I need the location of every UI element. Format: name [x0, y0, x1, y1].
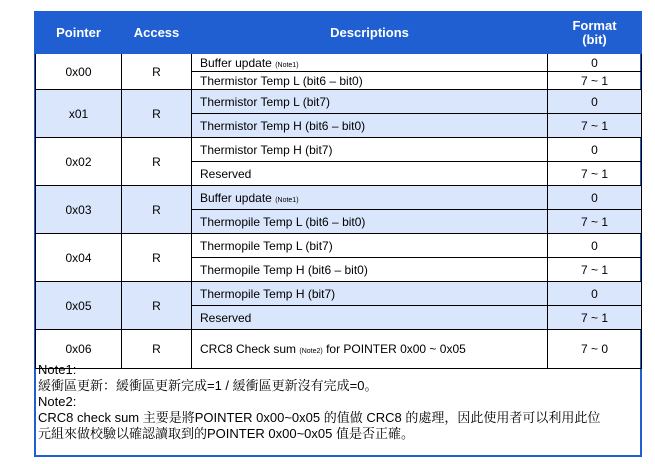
format-cell: 7 ~ 0 — [548, 330, 642, 369]
table-row — [36, 54, 642, 72]
notes-section — [38, 362, 638, 442]
note-ref: (Note2) — [299, 348, 323, 355]
description-cell: Thermopile Temp H (bit7) — [192, 282, 548, 306]
header-format-line2: (bit) — [582, 32, 607, 47]
table-row — [36, 282, 642, 306]
register-table — [35, 12, 642, 369]
note-ref: (Note1) — [275, 61, 299, 69]
note2-title: Note2: — [38, 394, 77, 409]
description-text: Buffer update — [200, 190, 272, 205]
format-cell: 0 — [548, 186, 642, 210]
pointer-cell: 0x03 — [36, 186, 122, 234]
access-cell: R — [122, 54, 192, 90]
description-text: CRC8 Check sum — [200, 342, 297, 356]
format-cell: 7 ~ 1 — [548, 210, 642, 234]
table-row — [36, 90, 642, 114]
access-cell: R — [122, 234, 192, 282]
header-format — [548, 13, 642, 54]
header-row — [36, 13, 642, 54]
format-cell: 7 ~ 1 — [548, 162, 642, 186]
pointer-cell: x01 — [36, 90, 122, 138]
pointer-cell: 0x06 — [36, 330, 122, 369]
format-cell: 7 ~ 1 — [548, 258, 642, 282]
note1-title: Note1: — [38, 362, 77, 377]
note-ref: (Note1) — [275, 196, 299, 204]
description-cell: Thermopile Temp L (bit6 – bit0) — [192, 210, 548, 234]
description-cell: Thermistor Temp L (bit6 – bit0) — [192, 72, 548, 90]
format-cell: 0 — [548, 90, 642, 114]
pointer-cell: 0x04 — [36, 234, 122, 282]
header-access: Access — [122, 13, 192, 54]
access-cell: R — [122, 330, 192, 369]
header-format-line1: Format — [572, 18, 617, 33]
description-text: for POINTER 0x00 ~ 0x05 — [326, 342, 466, 356]
description-cell: Thermopile Temp L (bit7) — [192, 234, 548, 258]
description-cell: Thermistor Temp H (bit6 – bit0) — [192, 114, 548, 138]
access-cell: R — [122, 90, 192, 138]
description-cell: Reserved — [192, 162, 548, 186]
description-cell: Reserved — [192, 306, 548, 330]
pointer-cell: 0x02 — [36, 138, 122, 186]
note2-line1: CRC8 check sum 主要是將POINTER 0x00~0x05 的值做 CRC8 的處理，因此使用者可以利用此位 — [38, 410, 601, 425]
format-cell: 0 — [548, 138, 642, 162]
description-cell: Thermistor Temp L (bit7) — [192, 90, 548, 114]
description-cell — [192, 186, 548, 210]
table-row — [36, 234, 642, 258]
table-row — [36, 186, 642, 210]
pointer-cell: 0x00 — [36, 54, 122, 90]
format-cell: 0 — [548, 282, 642, 306]
description-cell: Thermopile Temp H (bit6 – bit0) — [192, 258, 548, 282]
format-cell: 7 ~ 1 — [548, 114, 642, 138]
format-cell: 7 ~ 1 — [548, 306, 642, 330]
format-cell: 0 — [548, 54, 642, 72]
header-descriptions: Descriptions — [192, 13, 548, 54]
access-cell: R — [122, 282, 192, 330]
table-row — [36, 138, 642, 162]
format-cell: 7 ~ 1 — [548, 72, 642, 90]
access-cell: R — [122, 186, 192, 234]
pointer-cell: 0x05 — [36, 282, 122, 330]
description-cell — [192, 54, 548, 72]
description-text: Buffer update — [200, 55, 272, 70]
note2-line2: 元組來做校驗以確認讀取到的POINTER 0x00~0x05 值是否正確。 — [38, 426, 414, 441]
access-cell: R — [122, 138, 192, 186]
format-cell: 0 — [548, 234, 642, 258]
note1-text: 緩衝區更新：緩衝區更新完成=1 / 緩衝區更新沒有完成=0。 — [38, 378, 378, 393]
description-cell: Thermistor Temp H (bit7) — [192, 138, 548, 162]
header-pointer: Pointer — [36, 13, 122, 54]
